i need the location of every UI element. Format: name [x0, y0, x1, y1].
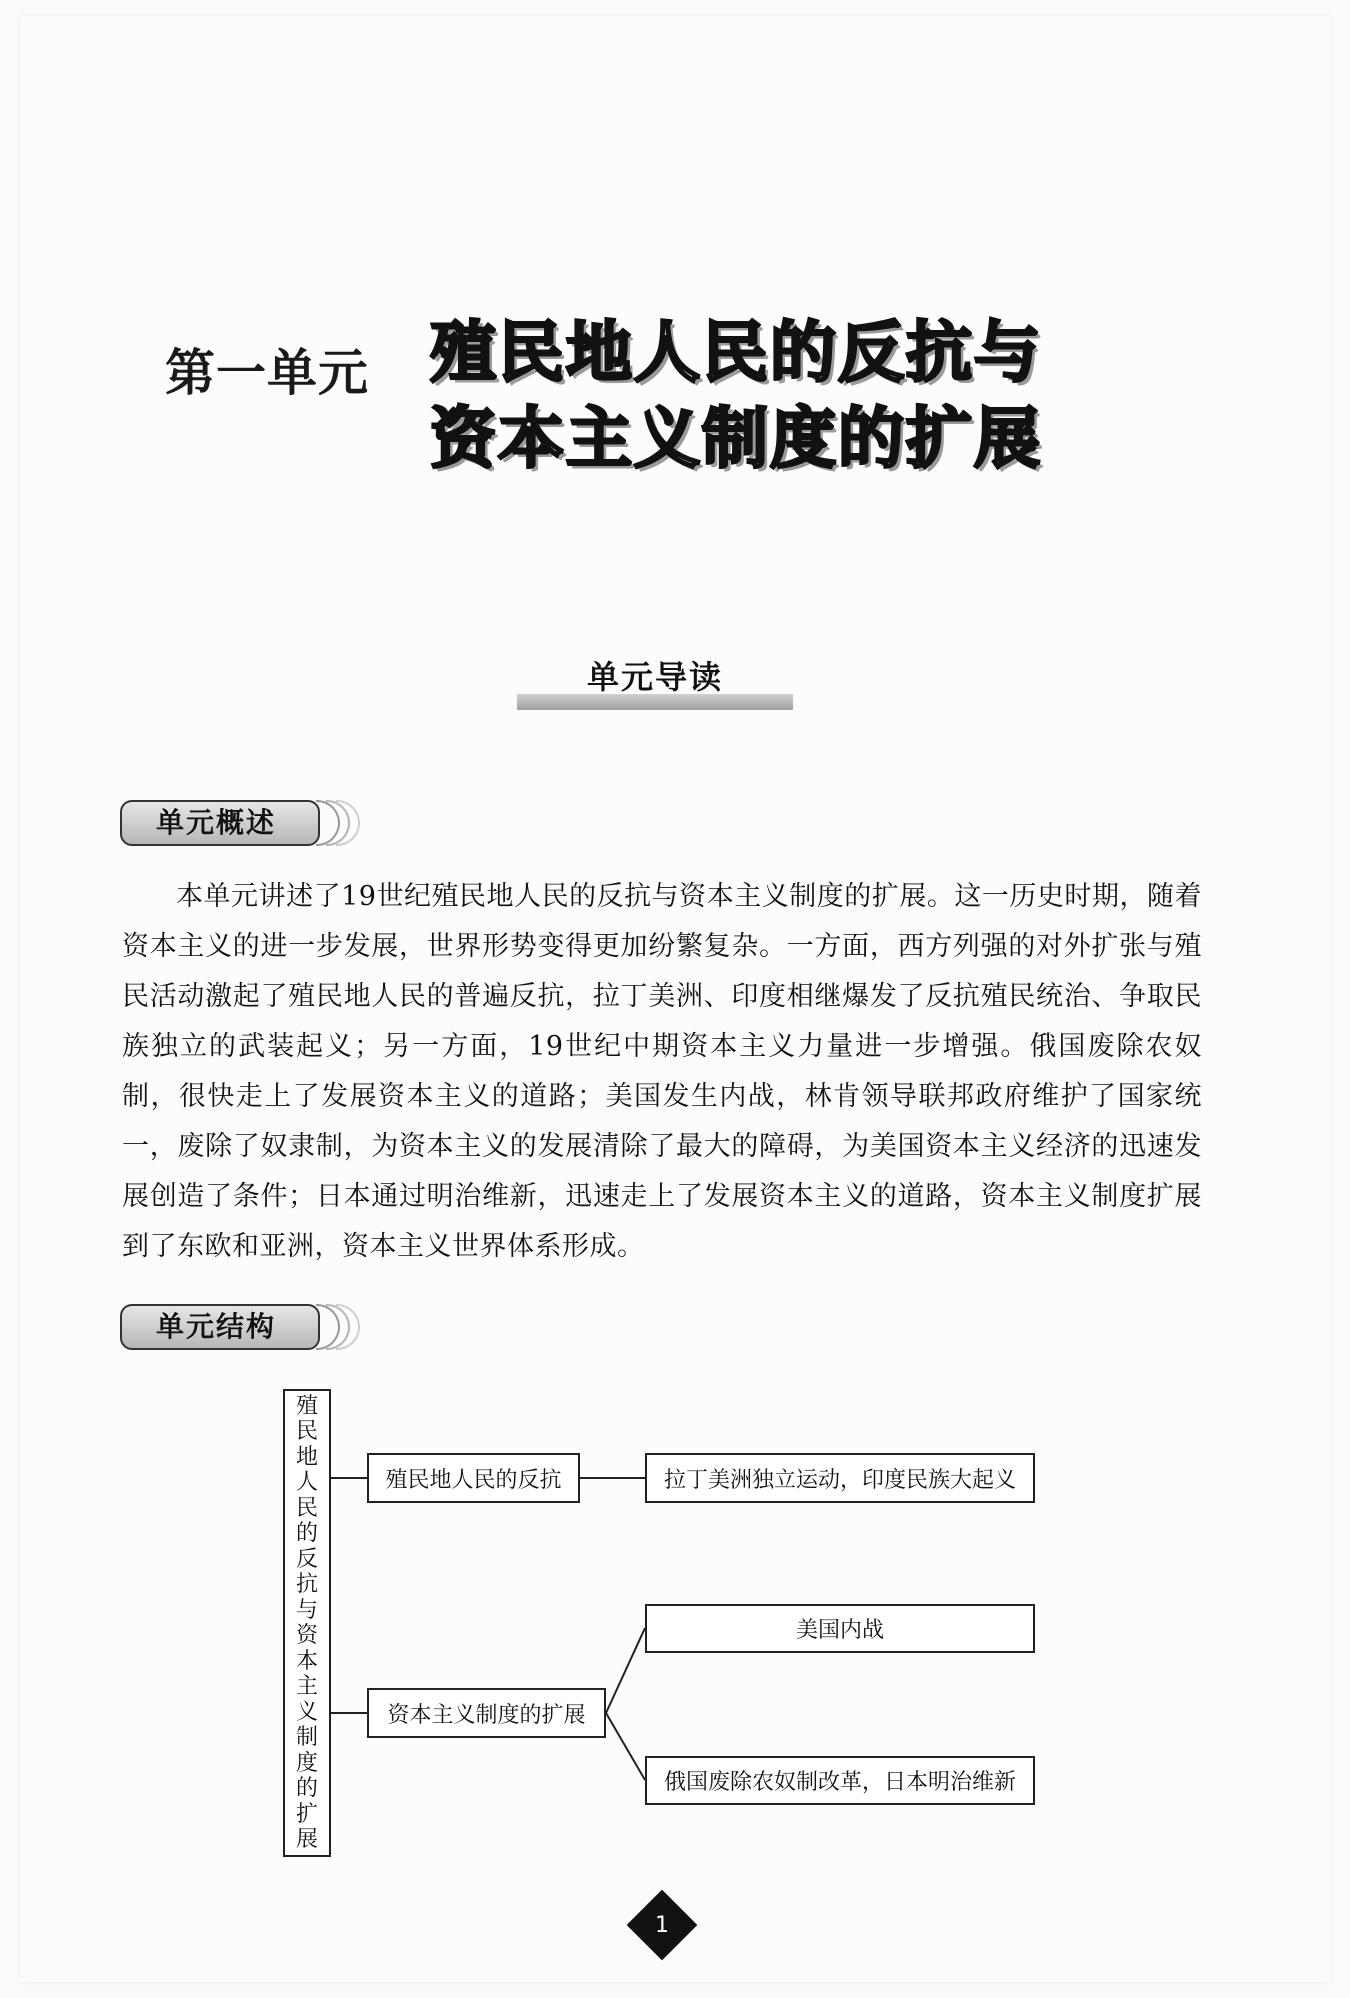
overview-heading: [120, 800, 350, 850]
diagram-root-char: 主: [295, 1674, 318, 1699]
diagram-root-char: 义: [295, 1699, 318, 1725]
guide-heading: [517, 652, 793, 710]
overview-paragraph: 本单元讲述了19世纪殖民地人民的反抗与资本主义制度的扩展。这一历史时期，随着资本主义的进一步发展，世界形势变得更加纷繁复杂。一方面，西方列强的对外扩张与殖民活动激起了殖民地人民的普遍反抗，拉丁美洲、印度相继爆发了反抗殖民统治、争取民族独立的武装起义；另一方面，19世纪中期资本主义力量进一步增强。俄国废除农奴制，很快走上了发展资本主义的道路；美国发生内战，林肯领导联邦政府维护了国家统一，废除了奴隶制，为资本主义的发展清除了最大的障碍，为美国资本主义经济的迅速发展创造了条件；日本通过明治维新，迅速走上了发展资本主义的道路，资本主义制度扩展到了东欧和亚洲，资本主义世界体系形成。: [122, 881, 1202, 1262]
diagram-root-char: 的: [295, 1521, 318, 1546]
diagram-branch2-top-box: 美国内战: [645, 1604, 1035, 1653]
diagram-root-char: 资: [295, 1623, 318, 1648]
unit-title: [430, 310, 1042, 482]
diagram-root-char: 民: [295, 1419, 318, 1444]
diagram-root-char: 扩: [295, 1801, 318, 1827]
diagram-branch1-child-box: 拉丁美洲独立运动，印度民族大起义: [645, 1453, 1035, 1503]
diagram-branch2-box: 资本主义制度的扩展: [367, 1688, 606, 1738]
unit-title-line-1: 殖民地人民的反抗与: [430, 314, 1042, 391]
diagram-root-char: 展: [295, 1827, 318, 1852]
unit-label: 第一单元: [165, 344, 369, 402]
diagram-root-char: 度: [295, 1750, 318, 1776]
diagram-branch1-box: 殖民地人民的反抗: [367, 1453, 580, 1503]
diagram-root-char: 的: [295, 1776, 318, 1801]
diagram-root-char: 民: [295, 1495, 318, 1521]
structure-heading: [120, 1304, 350, 1354]
diagram-root-char: 本: [295, 1648, 318, 1674]
page-number: 1: [655, 1912, 669, 1938]
diagram-branch2-bottom-box: 俄国废除农奴制改革，日本明治维新: [645, 1756, 1035, 1805]
guide-heading-text: 单元导读: [586, 658, 723, 696]
diagram-root-char: 制: [295, 1725, 318, 1750]
diagram-root-char: 与: [295, 1597, 318, 1623]
diagram-root-char: 地: [295, 1444, 318, 1470]
diagram-root-char: 抗: [295, 1572, 318, 1597]
guide-heading-bar: [517, 694, 793, 710]
unit-title-line-2: 资本主义制度的扩展: [430, 400, 1042, 477]
overview-heading-label: 单元概述: [120, 800, 320, 846]
structure-heading-label: 单元结构: [120, 1304, 320, 1350]
diagram-root-char: 人: [295, 1470, 318, 1495]
diagram-root-char: 殖: [295, 1393, 318, 1419]
diagram-root-char: 反: [295, 1546, 318, 1572]
